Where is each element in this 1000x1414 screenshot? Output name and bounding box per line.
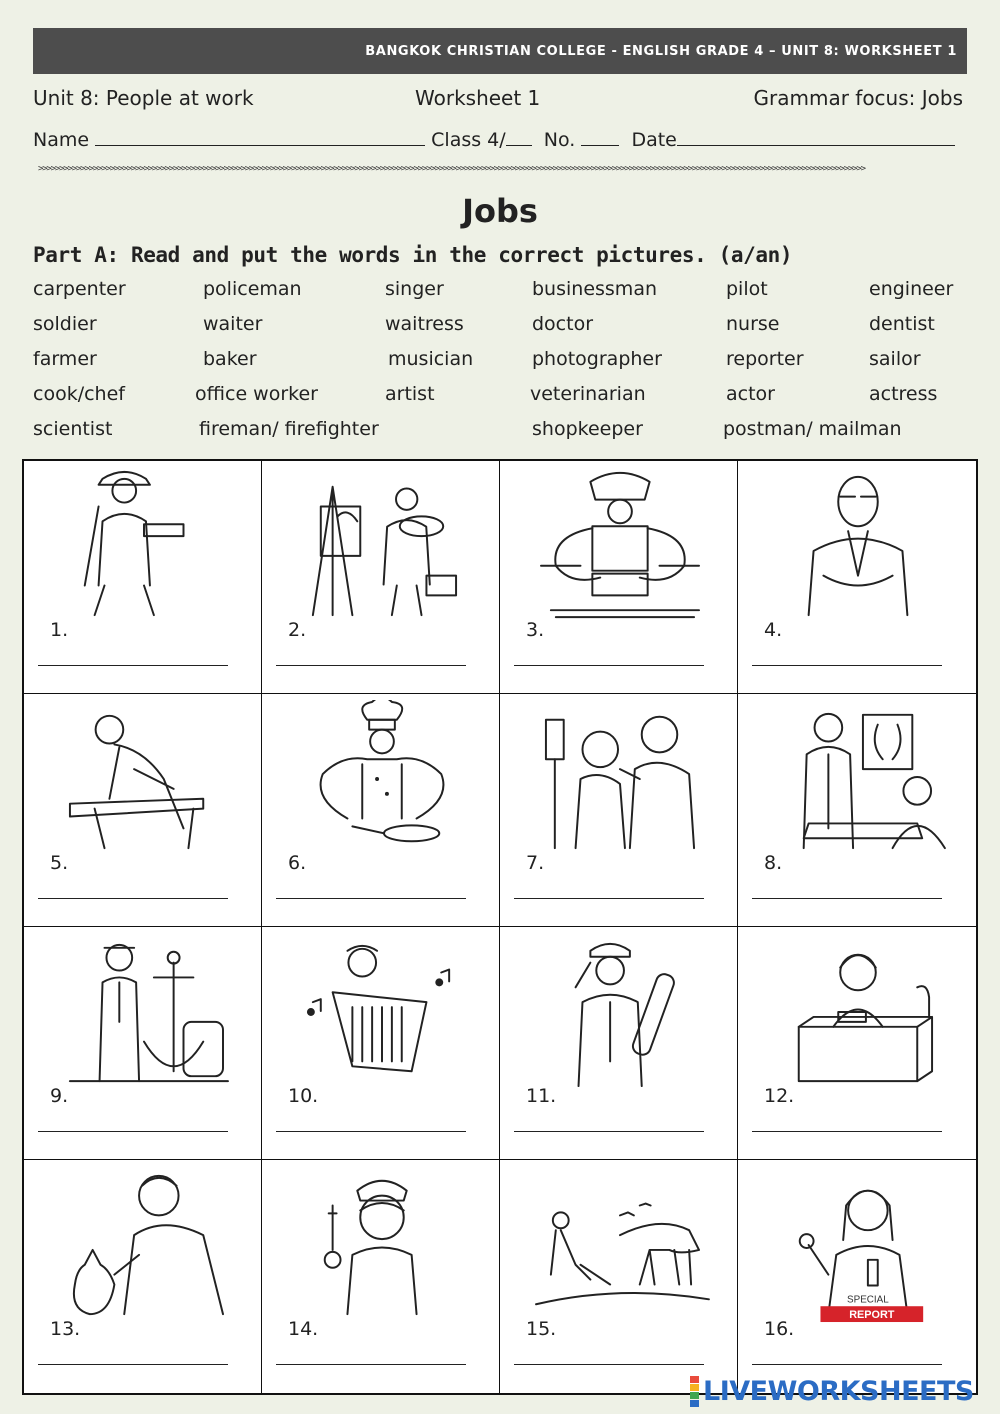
- picture-number: 8.: [764, 852, 783, 874]
- word-bank-item: dentist: [869, 313, 935, 335]
- header-banner: BANGKOK CHRISTIAN COLLEGE - ENGLISH GRADE 4 – UNIT 8: WORKSHEET 1: [33, 28, 967, 74]
- word-bank-item: actor: [726, 383, 775, 405]
- picture-number: 5.: [50, 852, 69, 874]
- number-label: No.: [543, 129, 576, 151]
- answer-line[interactable]: [514, 1131, 704, 1132]
- word-bank-item: shopkeeper: [532, 418, 643, 440]
- picture-cell: [24, 1160, 262, 1393]
- answer-line[interactable]: [276, 898, 466, 899]
- word-bank-item: cook/chef: [33, 383, 125, 405]
- date-label: Date: [631, 129, 677, 151]
- answer-line[interactable]: [38, 898, 228, 899]
- musician-icon: [292, 933, 472, 1091]
- picture-number: 7.: [526, 852, 545, 874]
- answer-line[interactable]: [38, 1364, 228, 1365]
- word-bank-item: artist: [385, 383, 435, 405]
- picture-number: 9.: [50, 1085, 69, 1107]
- picture-number: 1.: [50, 619, 69, 641]
- class-label: Class 4/: [431, 129, 506, 151]
- picture-cell: [24, 461, 262, 694]
- picture-number: 3.: [526, 619, 545, 641]
- number-field[interactable]: [581, 127, 619, 146]
- picture-cell: [24, 927, 262, 1160]
- answer-line[interactable]: [514, 1364, 704, 1365]
- word-bank-item: reporter: [726, 348, 804, 370]
- word-bank-item: waiter: [203, 313, 263, 335]
- answer-line[interactable]: [38, 1131, 228, 1132]
- picture-cell: [738, 461, 976, 694]
- picture-number: 13.: [50, 1318, 81, 1340]
- picture-number: 14.: [288, 1318, 319, 1340]
- date-field[interactable]: [677, 127, 955, 146]
- answer-line[interactable]: [276, 1131, 466, 1132]
- word-bank-item: photographer: [532, 348, 662, 370]
- answer-line[interactable]: [38, 665, 228, 666]
- picture-number: 6.: [288, 852, 307, 874]
- picture-number: 4.: [764, 619, 783, 641]
- word-bank-item: veterinarian: [530, 383, 646, 405]
- student-info-row: [33, 127, 955, 151]
- reporter-icon: [768, 1166, 948, 1324]
- picture-cell: [738, 927, 976, 1160]
- picture-cell: [500, 694, 738, 927]
- carpenter-icon: [54, 700, 234, 858]
- word-bank-item: scientist: [33, 418, 113, 440]
- picture-cell: [500, 461, 738, 694]
- word-bank-item: farmer: [33, 348, 97, 370]
- unit-label: Unit 8: People at work: [33, 86, 254, 110]
- instruction-text: Part A: Read and put the words in the correct pictures. (a/an): [33, 243, 793, 267]
- logo-icon: [690, 1376, 699, 1407]
- businessman-icon: [768, 467, 948, 625]
- picture-cell: [262, 461, 500, 694]
- word-bank-item: baker: [203, 348, 257, 370]
- badge-line1: SPECIAL: [847, 1294, 889, 1306]
- word-bank-item: sailor: [869, 348, 921, 370]
- word-bank-item: musician: [388, 348, 474, 370]
- answer-line[interactable]: [752, 665, 942, 666]
- name-label: Name: [33, 129, 90, 151]
- sailor-icon: [54, 933, 234, 1091]
- dentist-icon: [530, 700, 710, 858]
- picture-number: 11.: [526, 1085, 557, 1107]
- nurse-icon: [292, 1166, 472, 1324]
- picture-cell: [500, 927, 738, 1160]
- picture-number: 12.: [764, 1085, 795, 1107]
- picture-cell: [738, 1160, 976, 1393]
- answer-line[interactable]: [752, 1364, 942, 1365]
- word-bank-item: actress: [869, 383, 938, 405]
- engineer-icon: [530, 933, 710, 1091]
- name-field[interactable]: [95, 127, 425, 146]
- badge-line2: REPORT: [849, 1309, 895, 1322]
- office-worker-icon: [768, 933, 948, 1091]
- word-bank-item: pilot: [726, 278, 768, 300]
- word-bank-item: waitress: [385, 313, 464, 335]
- word-bank-item: businessman: [532, 278, 658, 300]
- special-report-badge: [820, 1294, 923, 1322]
- answer-line[interactable]: [514, 898, 704, 899]
- picture-cell: [262, 1160, 500, 1393]
- answer-line[interactable]: [752, 1131, 942, 1132]
- word-bank-item: singer: [385, 278, 444, 300]
- word-bank-item: soldier: [33, 313, 97, 335]
- liveworksheets-logo: [690, 1376, 974, 1406]
- picture-cell: [262, 694, 500, 927]
- answer-line[interactable]: [752, 898, 942, 899]
- grammar-focus-label: Grammar focus: Jobs: [753, 86, 963, 110]
- answer-line[interactable]: [514, 665, 704, 666]
- artist-icon: [292, 467, 472, 625]
- picture-number: 10.: [288, 1085, 319, 1107]
- page-title: Jobs: [462, 192, 538, 230]
- section-divider: >>>>>>>>>>>>>>>>>>>>>>>>>>>>>>>>>>>>>>>>>>>>>>>>>>>>>>>>>>>>>>>>>>>>>>>>>>>>>>>>>>>>>>>>>>>>>>>>>>>>>>>>>>>>>>>>>>>>>>>>>>>>>>>>>>>>>>>>>>>>>>>>>>>>>>>>>>>>>>>>>>>>>>>>>>>>>>>>>>>>>>>>>>>>>>>>>>>>: [38, 164, 865, 174]
- picture-cell: [738, 694, 976, 927]
- chef-icon: [292, 700, 472, 858]
- baker-icon: [530, 467, 710, 625]
- worksheet-label: Worksheet 1: [415, 86, 541, 110]
- answer-line[interactable]: [276, 1364, 466, 1365]
- picture-cell: [24, 694, 262, 927]
- logo-text: LIVEWORKSHEETS: [703, 1375, 974, 1407]
- word-bank-item: doctor: [532, 313, 594, 335]
- word-bank-item: postman/ mailman: [723, 418, 902, 440]
- picture-number: 16.: [764, 1318, 795, 1340]
- word-bank-item: nurse: [726, 313, 780, 335]
- veterinarian-icon: [54, 1166, 234, 1324]
- word-bank-item: office worker: [195, 383, 318, 405]
- picture-number: 2.: [288, 619, 307, 641]
- picture-grid: [22, 459, 978, 1395]
- word-bank-item: carpenter: [33, 278, 126, 300]
- picture-number: 15.: [526, 1318, 557, 1340]
- word-bank-item: engineer: [869, 278, 954, 300]
- farmer-icon: [530, 1166, 710, 1324]
- class-field[interactable]: [506, 127, 532, 146]
- answer-line[interactable]: [276, 665, 466, 666]
- firefighter-icon: [54, 467, 234, 625]
- picture-cell: [262, 927, 500, 1160]
- word-bank-item: fireman/ firefighter: [199, 418, 379, 440]
- word-bank-item: policeman: [203, 278, 302, 300]
- picture-cell: [500, 1160, 738, 1393]
- doctor-icon: [768, 700, 948, 858]
